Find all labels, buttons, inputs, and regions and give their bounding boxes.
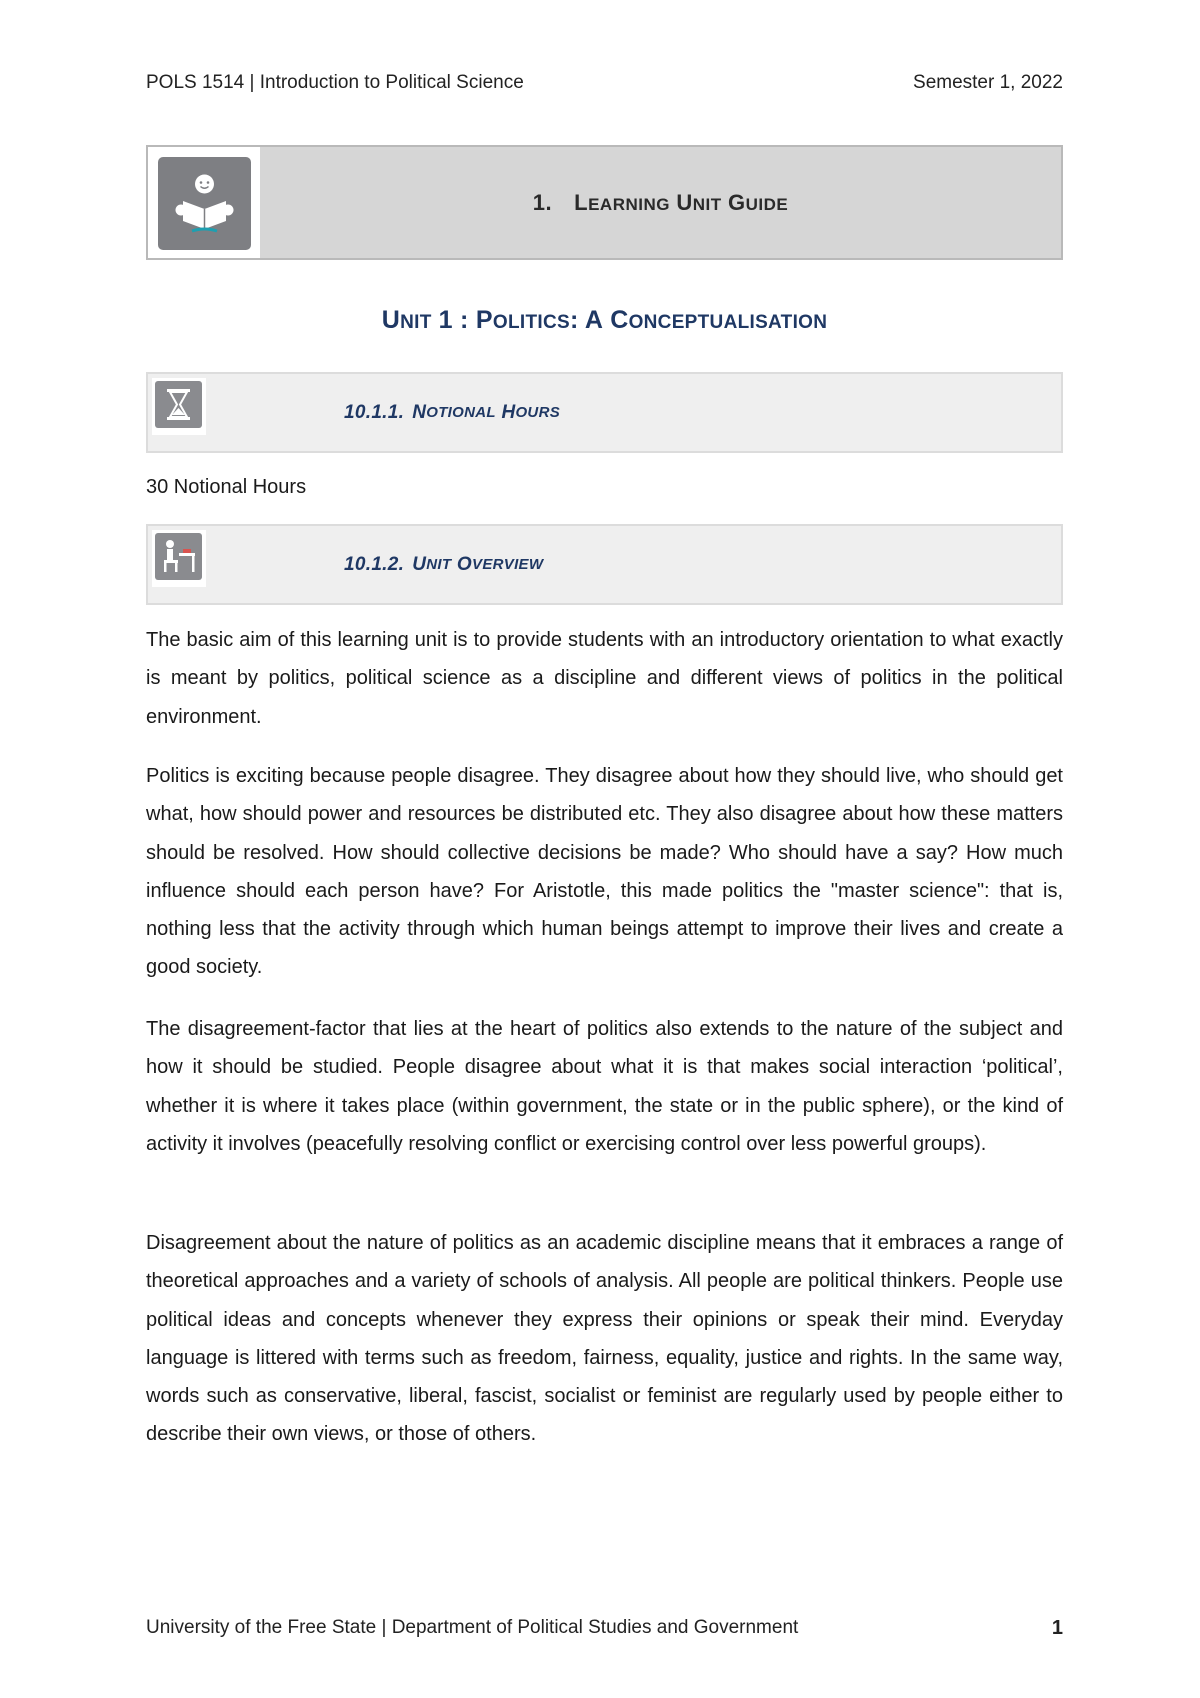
semester-label: Semester 1, 2022 (913, 72, 1063, 93)
guide-title-text: LEARNING UNIT GUIDE (574, 189, 789, 215)
unit-title: UNIT 1 : POLITICS: A CONCEPTUALISATION (381, 306, 828, 334)
guide-heading (260, 147, 1061, 258)
hourglass-icon (155, 381, 202, 428)
person-at-desk-icon (155, 533, 202, 580)
unit-overview-heading: 10.1.2. U NIT O VERVIEW (344, 553, 544, 575)
institution-label: University of the Free State | Department of Political Studies and Government (146, 1617, 799, 1638)
paragraph: The basic aim of this learning unit is to provide students with an introductory orientation to what exactly is meant by politics, political science as a discipline and different views of politics in the political environment. (146, 629, 1063, 728)
guide-number: 1. (532, 189, 553, 215)
course-title: POLS 1514 | Introduction to Political Science (146, 72, 524, 93)
page-header (146, 72, 1063, 94)
notional-hours-value: 30 Notional Hours (146, 476, 307, 498)
page-number: 1 (1051, 1617, 1063, 1639)
section-unit-overview (146, 524, 1063, 605)
section-notional-hours (146, 372, 1063, 453)
paragraph: Disagreement about the nature of politics as an academic discipline means that it embraces a range of theoretical approaches and a variety of schools of analysis. All people are political thinkers. People use political ideas and concepts whenever they express their opinions or speak their mind. Everyday language is littered with terms such as freedom, fairness, equality, justice and rights. In the same way, words such as conservative, liberal, fascist, socialist or feminist are regularly used by people either to describe their own views, or those of others. (146, 1232, 1063, 1446)
reading-person-icon (158, 157, 251, 250)
learning-unit-guide-banner (146, 145, 1063, 260)
page-footer (146, 1617, 1063, 1640)
paragraph: Politics is exciting because people disagree. They disagree about how they should live, who should get what, how should power and resources be distributed etc. They also disagree about how these matters should be resolved. How should collective decisions be made? Who should have a say? How much influence should each person have? For Aristotle, this made politics the "master science": that is, nothing less that the activity through which human beings attempt to improve their lives and create a good society. (146, 765, 1063, 979)
paragraph: The disagreement-factor that lies at the heart of politics also extends to the nature of the subject and how it should be studied. People disagree about what it is that makes social interaction ‘political’, whether it is where it takes place (within government, the state or in the public sphere), or the kind of activity it involves (peacefully resolving conflict or exercising control over less powerful groups). (146, 1018, 1063, 1155)
notional-hours-heading: 10.1.1. N OTIONAL H OURS (344, 401, 561, 423)
